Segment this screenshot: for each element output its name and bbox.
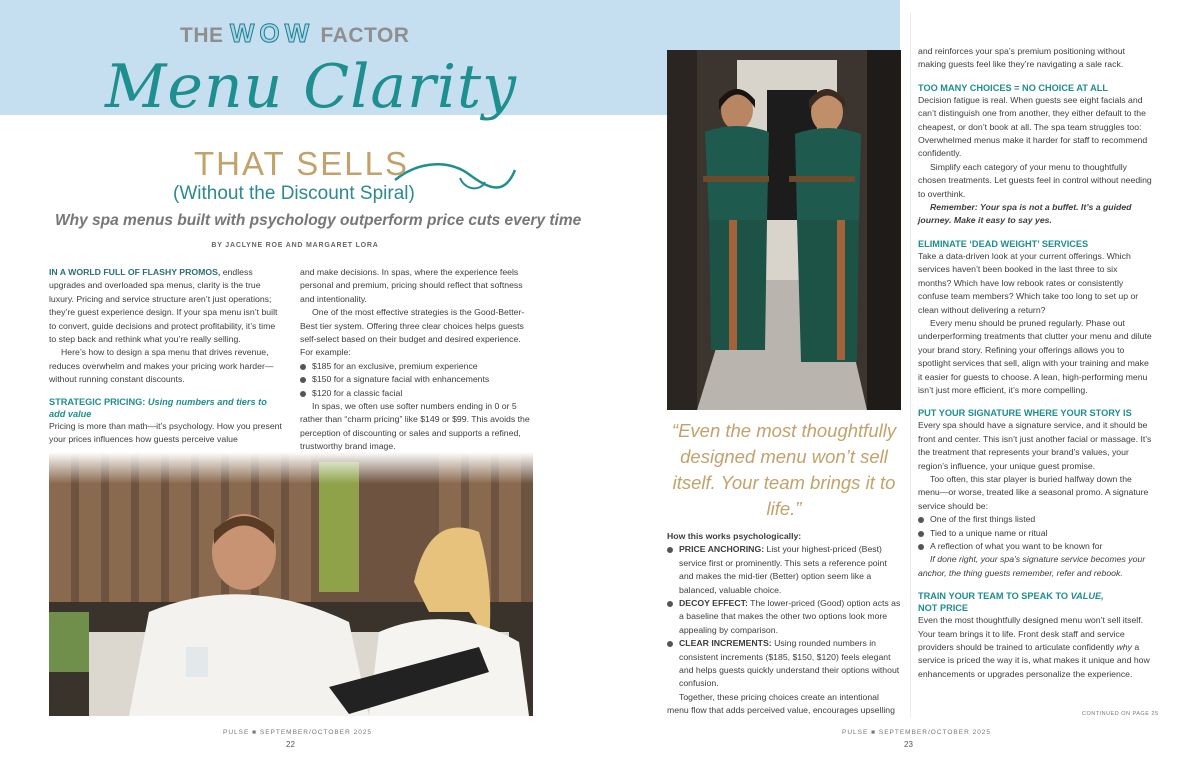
page-number-right: 23 xyxy=(904,740,913,749)
psychology-list xyxy=(667,543,901,690)
subhead-strategic-pricing: STRATEGIC PRICING: Using numbers and tiers to add value xyxy=(49,396,267,419)
subhead-too-many-choices: TOO MANY CHOICES = NO CHOICE AT ALL xyxy=(918,82,1108,93)
column-3 xyxy=(667,530,901,718)
column-1 xyxy=(49,266,283,446)
page-number-left: 22 xyxy=(286,740,295,749)
callout-paragraph: Remember: Your spa is not a buffet. It’s a guided journey. Make it easy to say yes. xyxy=(918,202,1132,226)
paragraph: and make decisions. In spas, where the experience feels personal and premium, pricing should reflect that softness and intentionality. xyxy=(300,267,523,304)
list-item: Tied to a unique name or ritual xyxy=(918,527,1152,540)
list-item: A reflection of what you want to be known for xyxy=(918,540,1152,553)
photo-couple-reading-menu xyxy=(49,452,533,716)
photo-spa-therapists xyxy=(667,50,901,410)
article-title-script: Menu Clarity xyxy=(105,52,518,122)
intro-paragraph: IN A WORLD FULL OF FLASHY PROMOS, endless upgrades and overloaded spa menus, clarity is the true luxury. Pricing and service structure aren’t just operations; they’re guest experience design. If your spa menu isn’t built to convert, guide decisions and protect profitability, it’s time to step back and rethink what you’re really selling. xyxy=(49,267,278,345)
list-item: One of the first things listed xyxy=(918,513,1152,526)
list-item: PRICE ANCHORING: List your highest-priced (Best) service first or prominently. This sets a reference point and makes the mid-tier (Better) option seem like a balanced, valuable choice. xyxy=(667,543,901,597)
paragraph: Pricing is more than math—it’s psychology. How you present your prices influences how guests perceive value xyxy=(49,420,282,445)
pull-quote: “Even the most thoughtfully designed menu won’t sell itself. Your team brings it to life.” xyxy=(671,420,897,519)
paragraph: Even the most thoughtfully designed menu won’t sell itself. Your team brings it to life. Front desk staff and service providers should be trained to articulate confidently why a service is priced the way it is, what makes it unique and how enhancements or upgrades personalize the experience. xyxy=(918,615,1150,679)
subhead-dead-weight: ELIMINATE ‘DEAD WEIGHT’ SERVICES xyxy=(918,238,1089,249)
paragraph: Decision fatigue is real. When guests see eight facials and can’t distinguish one from another, they either default to the cheapest, or don’t book at all. The spa team struggles too: Overwhelmed menus make it harder for staff to recommend confidently. xyxy=(918,94,1148,159)
paragraph: Every menu should be pruned regularly. Phase out underperforming treatments that clutter your menu and dilute your brand story. Refining your offerings allows you to spotlight services that sell, align with your training and make it easier for guests to choose. A lean, high-performing menu isn’t just more efficient, it’s more compelling. xyxy=(918,317,1152,395)
continued-note: CONTINUED ON PAGE 25 xyxy=(1082,711,1159,717)
paragraph: One of the most effective strategies is the Good-Better-Best tier system. Offering three clear choices helps guests self-select based on their budget and desired experience. For example: xyxy=(300,307,525,358)
paragraph: Too often, this star player is buried halfway down the menu—or worse, treated like a seasonal promo. A signature service should be: xyxy=(918,473,1149,511)
list-item: $150 for a signature facial with enhancements xyxy=(300,373,534,386)
paragraph: Here’s how to design a spa menu that drives revenue, reduces overwhelm and makes your pricing work harder—without running constant discounts. xyxy=(49,347,274,385)
article-title-sub: (Without the Discount Spiral) xyxy=(173,183,415,204)
footer-left: PULSE ■ SEPTEMBER/OCTOBER 2025 xyxy=(223,729,373,736)
list-heading: How this works psychologically: xyxy=(667,531,802,541)
footer-right: PULSE ■ SEPTEMBER/OCTOBER 2025 xyxy=(842,729,992,736)
paragraph: Together, these pricing choices create an intentional menu flow that adds perceived value, encourages upselling xyxy=(667,691,895,716)
list-item: CLEAR INCREMENTS: Using rounded numbers in consistent increments ($185, $150, $120) feels elegant and helps guests quickly understand their options without confusion. xyxy=(667,637,901,691)
page-divider xyxy=(910,12,911,718)
article-deck: Why spa menus built with psychology outperform price cuts every time xyxy=(55,212,582,229)
paragraph: Take a data-driven look at your current offerings. Which services haven’t been booked in the last three to six months? Which have low rebook rates or consistently confuse team members? Which take too long to set up or clean without delivering a return? xyxy=(918,250,1139,315)
signature-list xyxy=(918,513,1152,553)
subhead-train-team: TRAIN YOUR TEAM TO SPEAK TO VALUE, NOT PRICE xyxy=(918,591,1104,614)
kicker-post: FACTOR xyxy=(320,24,410,47)
paragraph: Simplify each category of your menu to thoughtfully chosen treatments. Let guests feel in control without needing to overthink. xyxy=(918,161,1152,199)
price-tier-list xyxy=(300,360,534,400)
column-2 xyxy=(300,266,534,454)
paragraph: If done right, your spa’s signature service becomes your anchor, the thing guests remember, refer and rebook. xyxy=(918,554,1146,578)
list-item: DECOY EFFECT: The lower-priced (Good) option acts as a baseline that makes the other two options look more appealing by comparison. xyxy=(667,597,901,637)
list-item: $185 for an exclusive, premium experience xyxy=(300,360,534,373)
paragraph: Every spa should have a signature service, and it should be front and center. This isn’t just another facial or massage. It’s the treatment that represents your brand’s values, your region’s influence, your unique guest promise. xyxy=(918,420,1152,471)
lead-in: IN A WORLD FULL OF FLASHY PROMOS, xyxy=(49,267,221,277)
paragraph: and reinforces your spa’s premium positioning without making guests feel like they’re navigating a sale rack. xyxy=(918,46,1125,70)
article-title-caps: THAT SELLS xyxy=(194,145,410,182)
kicker-wow: WOW xyxy=(229,18,315,48)
subhead-signature: PUT YOUR SIGNATURE WHERE YOUR STORY IS xyxy=(918,408,1132,419)
column-4 xyxy=(918,45,1152,681)
list-item: $120 for a classic facial xyxy=(300,387,534,400)
kicker-pre: THE xyxy=(180,24,224,47)
byline: BY JACLYNE ROE AND MARGARET LORA xyxy=(211,242,379,249)
section-kicker xyxy=(180,18,409,49)
paragraph: In spas, we often use softer numbers ending in 0 or 5 rather than “charm pricing” like $149 or $99. This avoids the perception of discounting or sales and supports a refined, trustworthy brand image. xyxy=(300,401,530,452)
